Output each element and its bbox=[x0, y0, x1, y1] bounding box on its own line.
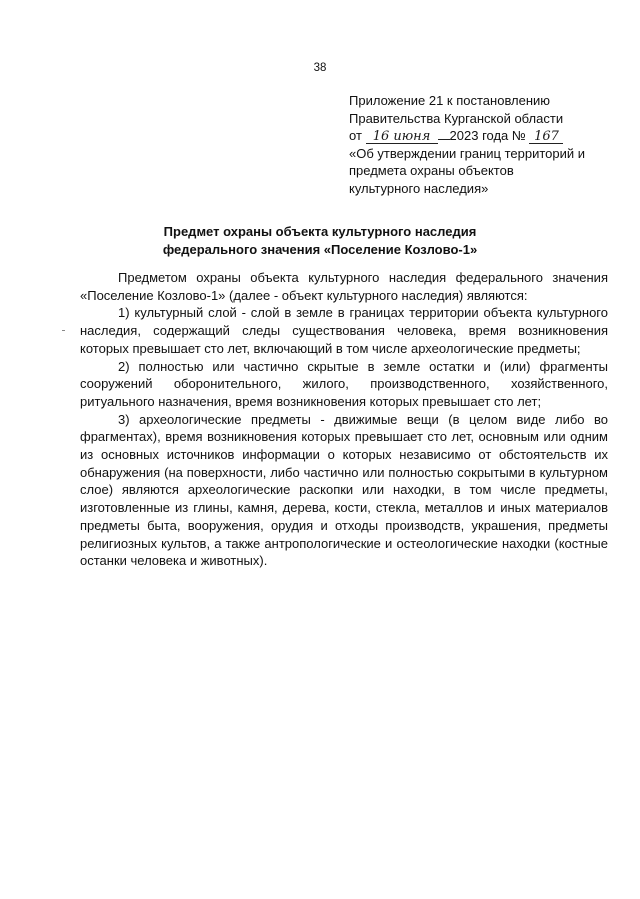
appendix-line-4: «Об утверждении границ территорий и bbox=[349, 145, 586, 161]
intro-paragraph: Предметом охраны объекта культурного наследия федерального значения «Поселение Козлово-1» (далее - объект культурного наследия) являются: bbox=[80, 270, 608, 303]
date-prefix: от bbox=[349, 128, 362, 143]
item-3-paragraph: 3) археологические предметы - движимые вещи (в целом виде либо во фрагментах), время возникновения которых превышает сто лет, основным или одним из основных источников информации о которых независимо от обстоятельств их обнаружения (на поверхности, либо частично или полностью сокрытыми в культурном слое) являются археологические раскопки или находки, в том числе предметы, изготовленные из глины, камня, дерева, кости, стекла, металлов и иных материалов предметы быта, вооружения, орудия и отходы производств, украшения, предметы религиозных культов, а также антропологические и остеологические находки (костные останки человека и животных). bbox=[80, 411, 608, 569]
appendix-line-1: Приложение 21 к постановлению bbox=[349, 93, 551, 108]
document-heading bbox=[0, 223, 640, 259]
item-1-paragraph: 1) культурный слой - слой в земле в границах территории объекта культурного наследия, содержащий следы существования человека, время возникновения которых превышает сто лет, включающий в том числе археологические предметы; bbox=[80, 305, 608, 356]
document-body bbox=[80, 269, 608, 570]
year-text: 2023 года bbox=[449, 128, 509, 143]
heading-line-2: федерального значения «Поселение Козлово-1» bbox=[162, 242, 478, 257]
handwritten-number: 167 bbox=[529, 130, 563, 144]
appendix-line-6: культурного наследия» bbox=[349, 180, 489, 196]
item-2-paragraph: 2) полностью или частично скрытые в земле остатки и (или) фрагменты сооружений оборонительного, жилого, производственного, хозяйственного, ритуального назначения, время возникновения которых превышает сто лет; bbox=[80, 358, 608, 409]
appendix-line-5: предмета охраны объектов bbox=[349, 163, 514, 178]
appendix-header bbox=[349, 92, 619, 197]
date-underline bbox=[438, 139, 450, 140]
margin-mark bbox=[62, 330, 65, 331]
heading-line-1: Предмет охраны объекта культурного наследия bbox=[163, 224, 477, 239]
number-sign: № bbox=[511, 128, 526, 143]
handwritten-date: 16 июня bbox=[366, 130, 438, 144]
appendix-date-line bbox=[349, 127, 619, 145]
appendix-line-2: Правительства Курганской области bbox=[349, 110, 564, 126]
page-number: 38 bbox=[313, 62, 327, 74]
